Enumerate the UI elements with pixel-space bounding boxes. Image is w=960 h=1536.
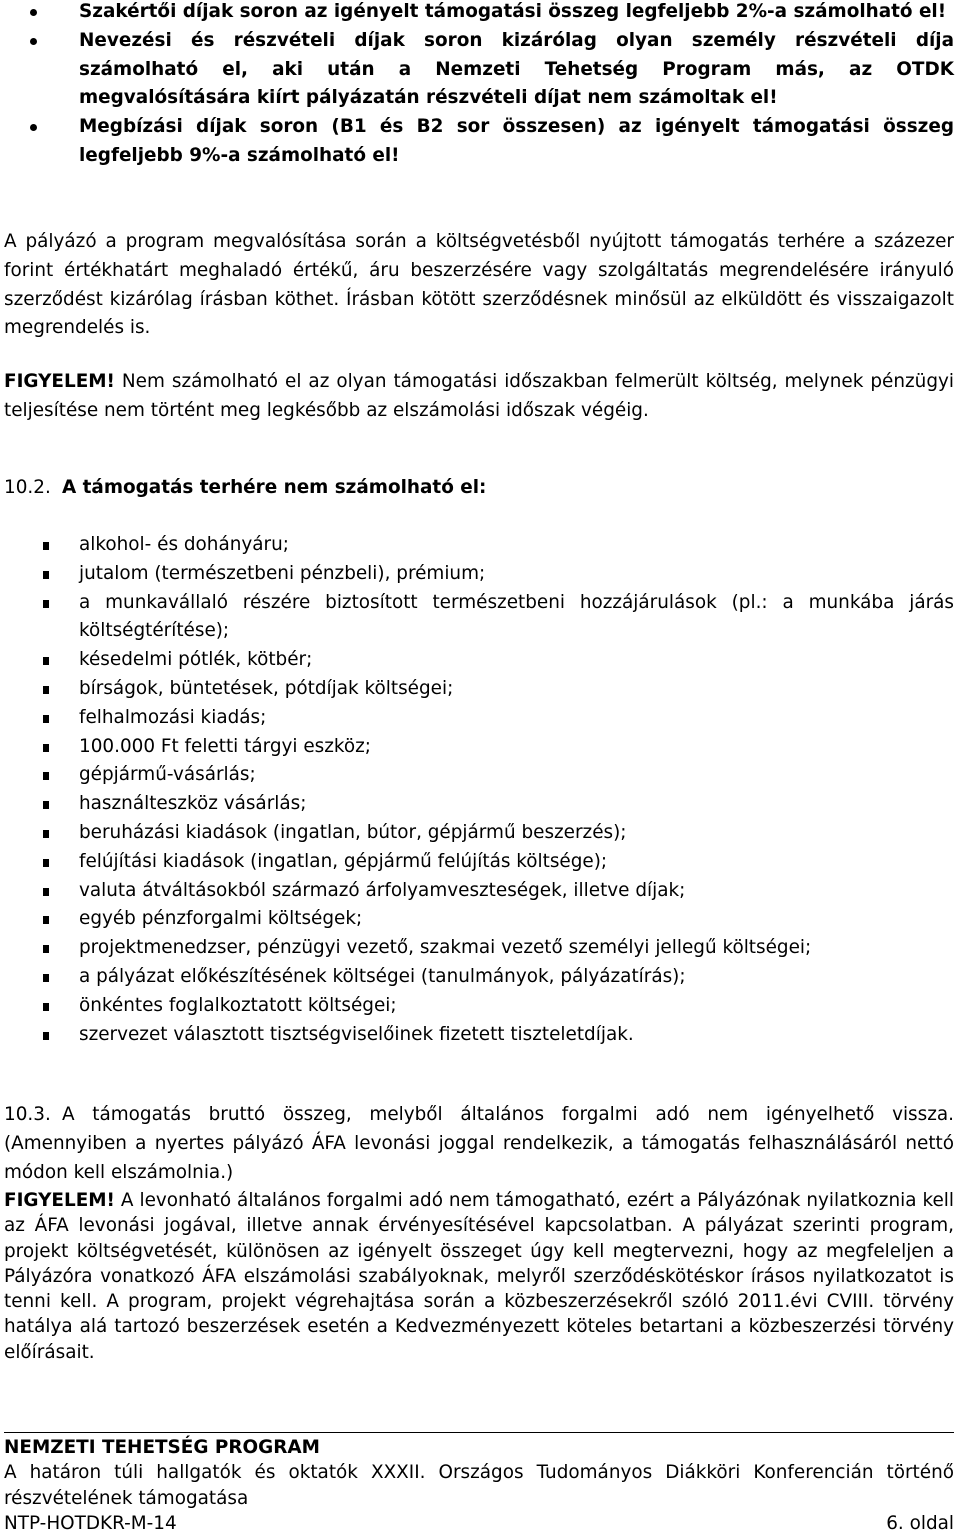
notice-text: A levonható általános forgalmi adó nem támogatható, ezért a Pályázónak nyilatkoznia kell az ÁFA levonási jogával, illetve annak érvényesítésével kapcsolatban. A pályázat szerinti program, projekt költségvetését, különösen az igényelt összeget úgy kell megtervezni, hogy az megfeleljen a Pályázóra vonatkozó ÁFA elszámolási szabályoknak, melyről szerződéskötéskor írásos nyilatkozatot is tenni kell. A program, projekt végrehajtása során a közbeszerzésekről szóló 2011.évi CVIII. törvény hatálya alá tartozó beszerzések esetén a Kedvezményezett köteles betartani a közbeszerzési törvény előírásait. — [4, 1190, 954, 1363]
bullet-icon — [30, 9, 37, 16]
list-item: gépjármű-vásárlás; — [0, 761, 954, 790]
section-heading-10-2 — [4, 474, 486, 503]
list-item: valuta átváltásokból származó árfolyamveszteségek, illetve díjak; — [0, 877, 954, 906]
list-item: projektmenedzser, pénzügyi vezető, szakmai vezető személyi jellegű költségei; — [0, 934, 954, 963]
square-bullet-icon — [43, 571, 49, 579]
list-item: a pályázat előkészítésének költségei (tanulmányok, pályázatírás); — [0, 963, 954, 992]
list-item: beruházási kiadások (ingatlan, bútor, gépjármű beszerzés); — [0, 819, 954, 848]
bullet-icon — [30, 124, 37, 131]
list-item: 100.000 Ft feletti tárgyi eszköz; — [0, 733, 954, 762]
list-item: szervezet választott tisztségviselőinek fizetett tiszteletdíjak. — [0, 1021, 954, 1050]
section-10-3-paragraph — [4, 1101, 954, 1187]
section-number: 10.3. — [4, 1104, 51, 1125]
list-item: felhalmozási kiadás; — [0, 704, 954, 733]
notice-label: FIGYELEM! — [4, 371, 115, 392]
list-item: felújítási kiadások (ingatlan, gépjármű felújítás költsége); — [0, 848, 954, 877]
square-bullet-icon — [43, 945, 49, 953]
footer-description: A határon túli hallgatók és oktatók XXXII. Országos Tudományos Diákköri Konferencián történő részvételének támogatása — [4, 1462, 954, 1509]
list-item: alkohol- és dohányáru; — [0, 531, 954, 560]
list-item: jutalom (természetbeni pénzbeli), prémium; — [0, 560, 954, 589]
square-bullet-icon — [43, 744, 49, 752]
notice-text: Nem számolható el az olyan támogatási időszakban felmerült költség, melynek pénzügyi teljesítése nem történt meg legkésőbb az elszámolási időszak végéig. — [4, 371, 954, 421]
page-footer — [4, 1432, 954, 1536]
footer-org: NEMZETI TEHETSÉG PROGRAM — [4, 1437, 320, 1458]
list-item: Megbízási díjak soron (B1 és B2 sor összesen) az igényelt támogatási összeg legfeljebb 9%-a számolható el! — [0, 113, 954, 171]
section-text: A támogatás bruttó összeg, melyből általános forgalmi adó nem igényelhető vissza. (Amennyiben a nyertes pályázó ÁFA levonási joggal rendelkezik, a támogatás felhasználásáról nettó módon kell elszámolnia.) — [4, 1104, 954, 1183]
page-number: 6. oldal — [886, 1512, 954, 1534]
square-bullet-icon — [43, 686, 49, 694]
square-bullet-icon — [43, 1032, 49, 1040]
square-bullet-icon — [43, 657, 49, 665]
excluded-costs-list — [0, 531, 954, 1049]
square-bullet-icon — [43, 830, 49, 838]
square-bullet-icon — [43, 715, 49, 723]
cost-rules-list — [0, 0, 954, 171]
notice-paragraph — [4, 1188, 954, 1365]
bullet-icon — [30, 38, 37, 45]
notice-label: FIGYELEM! — [4, 1190, 115, 1211]
list-item: önkéntes foglalkoztatott költségei; — [0, 992, 954, 1021]
notice-paragraph — [4, 368, 954, 426]
footer-code: NTP-HOTDKR-M-14 — [4, 1512, 177, 1534]
square-bullet-icon — [43, 600, 49, 608]
square-bullet-icon — [43, 801, 49, 809]
square-bullet-icon — [43, 888, 49, 896]
list-item: bírságok, büntetések, pótdíjak költségei; — [0, 675, 954, 704]
list-item: használteszköz vásárlás; — [0, 790, 954, 819]
square-bullet-icon — [43, 974, 49, 982]
footer-meta — [4, 1511, 954, 1536]
square-bullet-icon — [43, 1003, 49, 1011]
list-item: egyéb pénzforgalmi költségek; — [0, 905, 954, 934]
section-title: A támogatás terhére nem számolható el: — [62, 477, 487, 498]
square-bullet-icon — [43, 916, 49, 924]
list-item: Szakértői díjak soron az igényelt támogatási összeg legfeljebb 2%-a számolható el! — [0, 0, 954, 27]
list-item: késedelmi pótlék, kötbér; — [0, 646, 954, 675]
square-bullet-icon — [43, 772, 49, 780]
contract-paragraph: A pályázó a program megvalósítása során a költségvetésből nyújtott támogatás terhére a százezer forint értékhatárt meghaladó értékű, áru beszerzésére vagy szolgáltatás megrendelésére irányuló szerződést kizárólag írásban köthet. Írásban kötött szerződésnek minősül az elküldött és visszaigazolt megrendelés is. — [4, 231, 954, 339]
square-bullet-icon — [43, 859, 49, 867]
list-item: a munkavállaló részére biztosított természetbeni hozzájárulások (pl.: a munkába járás költségtérítése); — [0, 589, 954, 647]
list-item: Nevezési és részvételi díjak soron kizárólag olyan személy részvételi díja számolható el, aki után a Nemzeti Tehetség Program más, az OTDK megvalósítására kiírt pályázatán részvételi díjat nem számoltak el! — [0, 27, 954, 113]
section-number: 10.2. — [4, 477, 51, 498]
square-bullet-icon — [43, 542, 49, 550]
